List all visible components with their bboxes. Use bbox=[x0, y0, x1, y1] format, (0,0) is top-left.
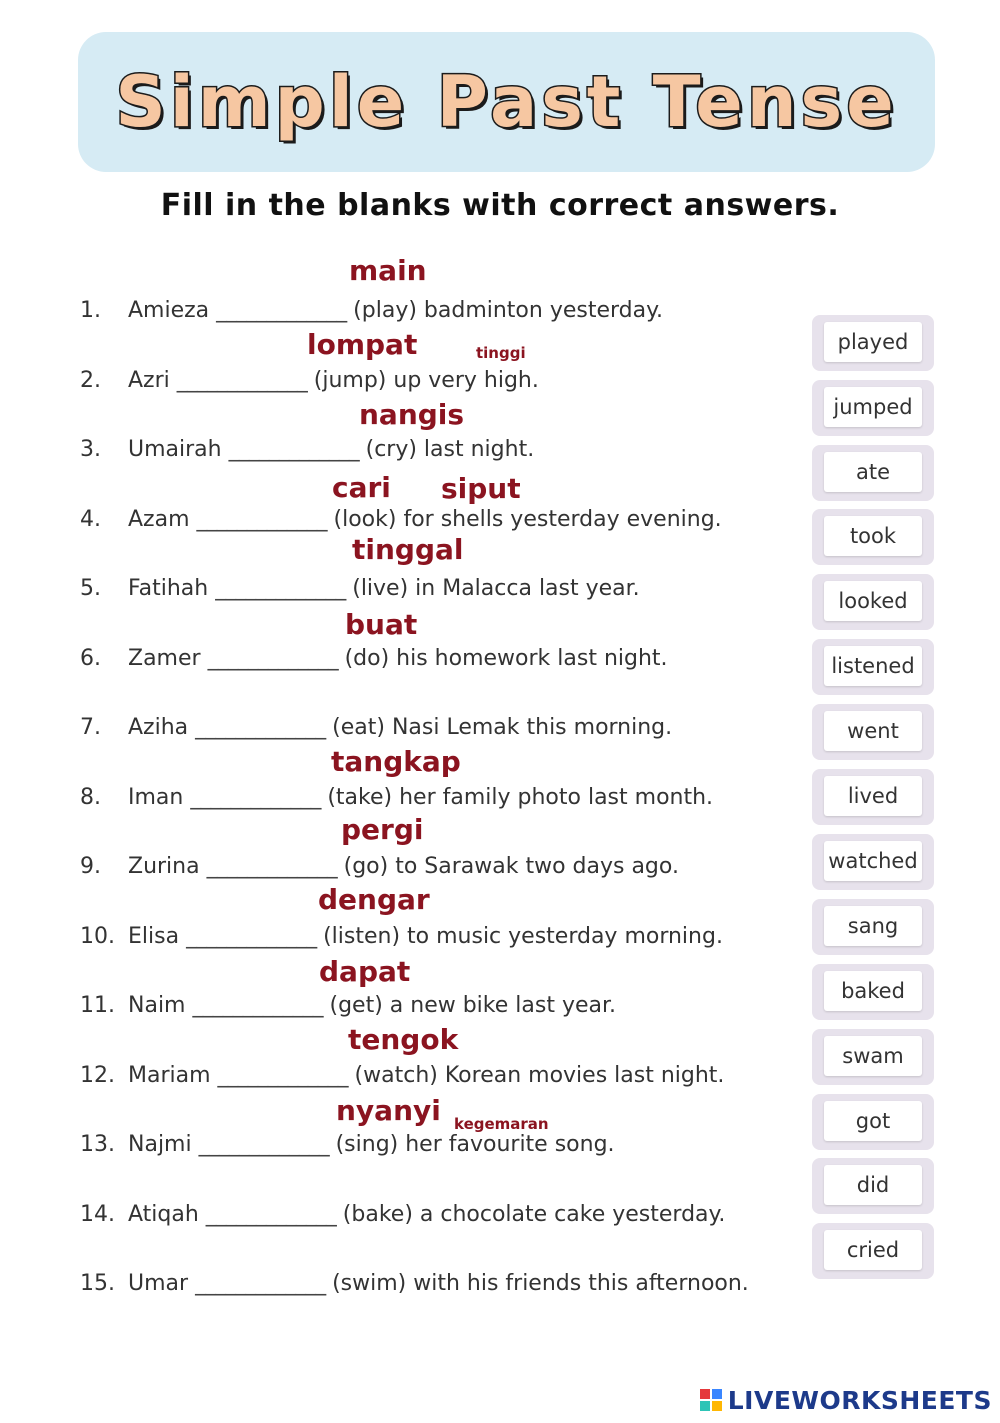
question-subject: Iman bbox=[128, 785, 184, 810]
question-subject: Amieza bbox=[128, 298, 210, 323]
hint-tinggal: tinggal bbox=[352, 533, 464, 566]
question-rest: (do) his homework last night. bbox=[344, 646, 668, 671]
word-tile[interactable] bbox=[812, 899, 934, 955]
question-1 bbox=[0, 290, 790, 330]
question-subject: Elisa bbox=[128, 924, 180, 949]
hint-cari: cari bbox=[332, 471, 391, 504]
hint-dengar: dengar bbox=[318, 883, 430, 916]
logo-square bbox=[700, 1389, 710, 1399]
word-tile[interactable] bbox=[812, 1158, 934, 1214]
hint-nyanyi: nyanyi bbox=[336, 1094, 441, 1127]
question-number: 1. bbox=[80, 298, 101, 323]
word-tile[interactable] bbox=[812, 639, 934, 695]
question-rest: (eat) Nasi Lemak this morning. bbox=[332, 715, 673, 740]
answer-blank[interactable]: _____________ bbox=[228, 437, 359, 462]
word-tile[interactable] bbox=[812, 769, 934, 825]
question-11 bbox=[0, 985, 790, 1025]
instructions: Fill in the blanks with correct answers. bbox=[160, 188, 840, 223]
question-number: 2. bbox=[80, 368, 101, 393]
question-subject: Azam bbox=[128, 507, 190, 532]
hint-tinggi: tinggi bbox=[476, 344, 526, 362]
word-tile-label: cried bbox=[824, 1230, 922, 1270]
answer-blank[interactable]: _____________ bbox=[196, 507, 327, 532]
answer-blank[interactable]: _____________ bbox=[216, 298, 347, 323]
word-tile-label: swam bbox=[824, 1036, 922, 1076]
question-8 bbox=[0, 777, 790, 817]
question-rest: (cry) last night. bbox=[365, 437, 535, 462]
answer-blank[interactable]: _____________ bbox=[195, 715, 326, 740]
answer-blank[interactable]: _____________ bbox=[207, 646, 338, 671]
question-number: 9. bbox=[80, 854, 101, 879]
question-subject: Najmi bbox=[128, 1132, 192, 1157]
question-rest: (bake) a chocolate cake yesterday. bbox=[342, 1202, 726, 1227]
question-number: 7. bbox=[80, 715, 101, 740]
question-subject: Zurina bbox=[128, 854, 200, 879]
word-tile-label: lived bbox=[824, 776, 922, 816]
word-tile[interactable] bbox=[812, 1029, 934, 1085]
word-tile-label: got bbox=[824, 1101, 922, 1141]
question-subject: Atiqah bbox=[128, 1202, 199, 1227]
title-banner bbox=[78, 32, 935, 172]
logo-square bbox=[712, 1389, 722, 1399]
word-tile[interactable] bbox=[812, 445, 934, 501]
question-subject: Fatihah bbox=[128, 576, 209, 601]
question-9 bbox=[0, 846, 790, 886]
question-number: 11. bbox=[80, 993, 115, 1018]
word-tile-label: did bbox=[824, 1165, 922, 1205]
answer-blank[interactable]: _____________ bbox=[190, 785, 321, 810]
liveworksheets-logo bbox=[700, 1383, 992, 1417]
word-tile[interactable] bbox=[812, 1094, 934, 1150]
question-number: 5. bbox=[80, 576, 101, 601]
answer-blank[interactable]: _____________ bbox=[217, 1063, 348, 1088]
question-subject: Aziha bbox=[128, 715, 189, 740]
word-tile-label: jumped bbox=[824, 387, 922, 427]
answer-blank[interactable]: _____________ bbox=[176, 368, 307, 393]
question-number: 10. bbox=[80, 924, 115, 949]
question-number: 3. bbox=[80, 437, 101, 462]
word-tile[interactable] bbox=[812, 834, 934, 890]
question-subject: Azri bbox=[128, 368, 170, 393]
word-tile-label: sang bbox=[824, 906, 922, 946]
word-tile[interactable] bbox=[812, 380, 934, 436]
hint-tengok: tengok bbox=[348, 1023, 459, 1056]
question-number: 8. bbox=[80, 785, 101, 810]
answer-blank[interactable]: _____________ bbox=[215, 576, 346, 601]
question-rest: (watch) Korean movies last night. bbox=[354, 1063, 725, 1088]
word-tile[interactable] bbox=[812, 574, 934, 630]
question-15 bbox=[0, 1263, 790, 1303]
question-rest: (go) to Sarawak two days ago. bbox=[343, 854, 679, 879]
question-5 bbox=[0, 568, 790, 608]
question-number: 13. bbox=[80, 1132, 115, 1157]
answer-blank[interactable]: _____________ bbox=[206, 854, 337, 879]
word-tile-label: listened bbox=[824, 646, 922, 686]
logo-text: LIVEWORKSHEETS bbox=[727, 1385, 992, 1415]
hint-tangkap: tangkap bbox=[331, 745, 461, 778]
logo-square bbox=[712, 1401, 722, 1411]
question-rest: (sing) her favourite song. bbox=[335, 1132, 615, 1157]
question-rest: (jump) up very high. bbox=[313, 368, 539, 393]
question-subject: Naim bbox=[128, 993, 186, 1018]
hint-siput: siput bbox=[441, 472, 521, 505]
word-tile-label: looked bbox=[824, 581, 922, 621]
question-10 bbox=[0, 916, 790, 956]
question-14 bbox=[0, 1194, 790, 1234]
hint-kegemaran: kegemaran bbox=[454, 1115, 549, 1133]
logo-icon bbox=[700, 1389, 722, 1411]
question-13 bbox=[0, 1124, 790, 1164]
answer-blank[interactable]: _____________ bbox=[186, 924, 317, 949]
hint-main: main bbox=[349, 254, 427, 287]
word-tile-label: watched bbox=[824, 841, 922, 881]
hint-dapat: dapat bbox=[319, 955, 411, 988]
hint-pergi: pergi bbox=[341, 813, 424, 846]
question-subject: Umairah bbox=[128, 437, 222, 462]
logo-square bbox=[700, 1401, 710, 1411]
word-tile[interactable] bbox=[812, 704, 934, 760]
question-number: 12. bbox=[80, 1063, 115, 1088]
word-tile[interactable] bbox=[812, 964, 934, 1020]
question-rest: (live) in Malacca last year. bbox=[352, 576, 640, 601]
answer-blank[interactable]: _____________ bbox=[195, 1271, 326, 1296]
question-3 bbox=[0, 429, 790, 469]
question-2 bbox=[0, 360, 790, 400]
word-tile-label: took bbox=[824, 516, 922, 556]
question-rest: (play) badminton yesterday. bbox=[353, 298, 663, 323]
hint-buat: buat bbox=[345, 608, 418, 641]
question-rest: (swim) with his friends this afternoon. bbox=[332, 1271, 749, 1296]
question-number: 14. bbox=[80, 1202, 115, 1227]
hint-nangis: nangis bbox=[359, 398, 465, 431]
word-tile-label: went bbox=[824, 711, 922, 751]
word-tile[interactable] bbox=[812, 1223, 934, 1279]
answer-blank[interactable]: _____________ bbox=[205, 1202, 336, 1227]
word-tile-label: ate bbox=[824, 452, 922, 492]
question-number: 6. bbox=[80, 646, 101, 671]
word-tile-label: played bbox=[824, 322, 922, 362]
answer-blank[interactable]: _____________ bbox=[198, 1132, 329, 1157]
hint-lompat: lompat bbox=[307, 328, 418, 361]
question-7 bbox=[0, 707, 790, 747]
word-tile[interactable] bbox=[812, 509, 934, 565]
question-rest: (listen) to music yesterday morning. bbox=[323, 924, 723, 949]
answer-blank[interactable]: _____________ bbox=[192, 993, 323, 1018]
word-tile-label: baked bbox=[824, 971, 922, 1011]
question-number: 4. bbox=[80, 507, 101, 532]
question-6 bbox=[0, 638, 790, 678]
question-number: 15. bbox=[80, 1271, 115, 1296]
question-rest: (take) her family photo last month. bbox=[327, 785, 714, 810]
question-subject: Mariam bbox=[128, 1063, 211, 1088]
question-subject: Umar bbox=[128, 1271, 189, 1296]
question-12 bbox=[0, 1055, 790, 1095]
page-title: Simple Past Tense bbox=[115, 61, 898, 143]
word-tile[interactable] bbox=[812, 315, 934, 371]
question-rest: (look) for shells yesterday evening. bbox=[333, 507, 722, 532]
question-subject: Zamer bbox=[128, 646, 201, 671]
question-rest: (get) a new bike last year. bbox=[329, 993, 616, 1018]
